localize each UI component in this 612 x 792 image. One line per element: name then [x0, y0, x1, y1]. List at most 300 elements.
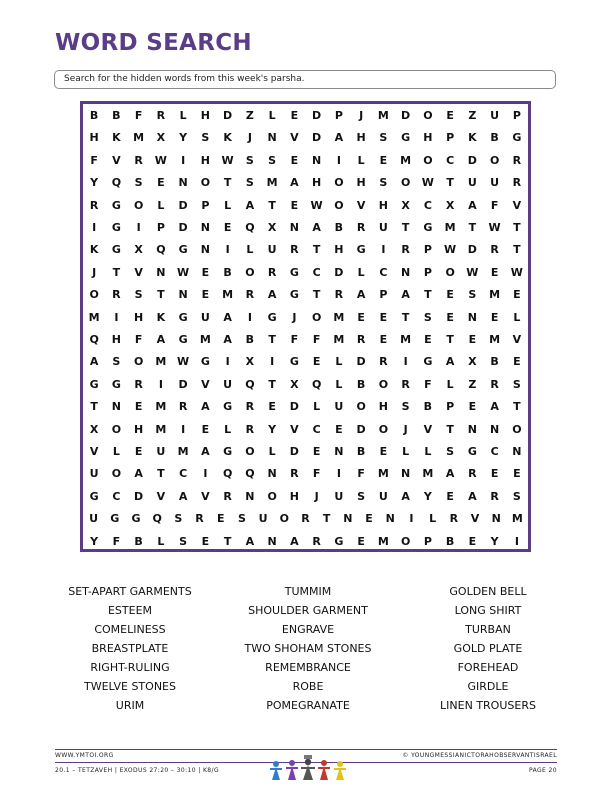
grid-letter: U [267, 243, 277, 257]
grid-letter: V [134, 265, 143, 279]
grid-letter: T [268, 377, 276, 391]
grid-letter: T [223, 534, 232, 548]
word-item: ESTEEM [107, 604, 153, 617]
grid-letter: L [357, 265, 365, 279]
grid-letter: S [379, 176, 388, 190]
grid-letter: F [312, 333, 321, 346]
grid-row [83, 396, 528, 418]
grid-letter: O [423, 153, 433, 167]
grid-letter: I [225, 355, 230, 369]
grid-row [83, 105, 528, 127]
grid-letter: N [178, 288, 188, 302]
grid-letter: P [334, 109, 343, 122]
grid-letter: H [356, 176, 366, 190]
word-item: LONG SHIRT [454, 604, 522, 617]
grid-letter: V [290, 131, 299, 145]
grid-letter: Y [90, 534, 99, 548]
grid-letter: S [446, 445, 455, 458]
grid-letter: G [423, 355, 433, 369]
grid-letter: S [179, 534, 188, 548]
grid-letter: G [111, 198, 121, 212]
grid-letter: O [89, 288, 99, 302]
grid-letter: T [322, 512, 331, 526]
grid-letter: I [403, 355, 408, 369]
grid-row [83, 329, 528, 351]
grid-letter: R [449, 512, 459, 526]
grid-letter: M [222, 288, 234, 302]
grid-letter: N [289, 221, 299, 234]
grid-letter: I [514, 534, 519, 548]
grid-letter: E [312, 445, 321, 458]
grid-letter: Q [111, 176, 122, 190]
grid-letter: U [200, 310, 210, 324]
grid-letter: X [267, 221, 277, 234]
grid-letter: W [221, 153, 234, 167]
grid-letter: X [445, 198, 455, 212]
grid-letter: O [378, 377, 389, 391]
grid-letter: B [89, 109, 99, 122]
grid-letter: M [88, 310, 100, 324]
footer-copyright: © YOUNGMESSIANICTORAHOBSERVANTISRAEL [402, 752, 557, 759]
grid-letter: R [178, 400, 188, 414]
grid-letter: B [334, 221, 344, 234]
grid-letter: J [247, 131, 252, 145]
grid-row [83, 374, 528, 396]
grid-letter: P [423, 265, 432, 279]
grid-letter: T [223, 176, 232, 190]
grid-letter: W [154, 153, 167, 167]
grid-row [83, 419, 528, 441]
grid-letter: K [156, 310, 166, 324]
grid-letter: N [200, 221, 210, 234]
grid-letter: N [267, 131, 277, 145]
grid-letter: R [223, 489, 232, 503]
word-column-3 [398, 582, 578, 715]
grid-letter: M [333, 310, 345, 324]
grid-letter: G [289, 265, 299, 279]
grid-letter: R [512, 153, 522, 167]
page-title: WORD SEARCH [55, 30, 252, 56]
footer-rule-top [55, 749, 557, 750]
grid-letter: L [513, 310, 521, 324]
grid-letter: B [490, 131, 499, 145]
grid-letter: P [379, 288, 388, 302]
grid-letter: Q [245, 377, 255, 391]
grid-letter: G [200, 355, 210, 369]
grid-letter: G [334, 534, 344, 548]
grid-letter: H [378, 400, 388, 414]
grid-letter: X [156, 131, 166, 145]
grid-letter: G [178, 310, 188, 324]
grid-letter: E [379, 445, 388, 458]
grid-letter: M [177, 445, 189, 458]
grid-letter: X [134, 243, 143, 257]
grid-row [83, 150, 528, 172]
grid-letter: E [424, 333, 432, 346]
grid-letter: T [513, 221, 521, 234]
grid-letter: S [245, 153, 254, 167]
grid-letter: E [490, 467, 499, 481]
grid-letter: N [312, 153, 322, 167]
word-item: POMEGRANATE [266, 699, 350, 712]
grid-letter: R [490, 243, 499, 257]
grid-letter: D [312, 109, 322, 122]
grid-letter: U [156, 445, 166, 458]
grid-letter: I [181, 422, 186, 436]
grid-letter: A [312, 221, 321, 234]
grid-letter: R [195, 512, 204, 526]
grid-letter: E [365, 512, 373, 526]
grid-letter: Q [245, 221, 255, 234]
grid-letter: E [513, 467, 521, 481]
grid-letter: F [112, 534, 121, 548]
grid-letter: S [379, 131, 388, 145]
grid-letter: M [400, 153, 412, 167]
grid-letter: D [467, 243, 477, 257]
grid-letter: R [468, 467, 477, 481]
grid-letter: Q [245, 467, 255, 481]
grid-letter: H [200, 153, 210, 167]
grid-letter: P [423, 534, 432, 548]
grid-letter: P [156, 221, 165, 234]
grid-letter: S [357, 489, 366, 503]
grid-letter: S [174, 512, 183, 526]
grid-letter: R [301, 512, 310, 526]
grid-letter: N [245, 489, 255, 503]
grid-letter: S [134, 176, 143, 190]
word-item: TURBAN [465, 623, 511, 636]
grid-letter: H [423, 131, 433, 145]
grid-letter: E [223, 221, 232, 234]
grid-letter: X [290, 377, 299, 391]
grid-row [83, 508, 528, 530]
grid-letter: X [245, 355, 255, 369]
word-item: BREASTPLATE [91, 642, 169, 655]
grid-letter: N [491, 512, 501, 526]
grid-letter: B [112, 109, 121, 122]
grid-letter: R [245, 288, 255, 302]
word-item: COMELINESS [94, 623, 166, 636]
grid-letter: H [289, 489, 299, 503]
grid-letter: C [312, 265, 321, 279]
grid-letter: D [134, 489, 144, 503]
grid-letter: A [290, 176, 299, 190]
word-item: TWELVE STONES [84, 680, 176, 693]
grid-letter: Q [152, 512, 162, 526]
grid-letter: D [401, 109, 411, 122]
grid-letter: N [490, 422, 500, 436]
grid-letter: I [92, 221, 97, 234]
grid-row [83, 195, 528, 217]
grid-letter: F [312, 467, 321, 481]
grid-letter: T [446, 422, 454, 436]
grid-letter: L [157, 198, 165, 212]
grid-letter: F [90, 153, 98, 167]
grid-letter: C [446, 153, 455, 167]
grid-letter: B [134, 534, 143, 548]
grid-letter: N [401, 265, 411, 279]
grid-letter: R [134, 153, 143, 167]
grid-letter: L [268, 109, 276, 122]
grid-letter: N [512, 445, 522, 458]
grid-letter: O [400, 534, 411, 548]
grid-letter: P [446, 400, 455, 414]
grid-letter: V [470, 512, 480, 526]
grid-letter: U [490, 109, 500, 122]
grid-letter: T [312, 243, 321, 257]
grid-row [83, 262, 528, 284]
grid-letter: L [313, 400, 321, 414]
grid-letter: M [377, 467, 389, 481]
grid-letter: L [157, 534, 165, 548]
grid-letter: R [334, 288, 344, 302]
grid-letter: E [268, 400, 276, 414]
grid-letter: D [178, 198, 188, 212]
grid-letter: E [335, 422, 343, 436]
grid-letter: J [359, 109, 364, 122]
grid-letter: R [112, 288, 121, 302]
grid-letter: V [89, 445, 99, 458]
grid-letter: E [446, 288, 454, 302]
grid-letter: Z [245, 109, 254, 122]
grid-letter: A [245, 534, 255, 548]
grid-letter: J [314, 489, 319, 503]
grid-letter: V [201, 377, 210, 391]
grid-letter: M [155, 355, 167, 369]
grid-letter: M [377, 109, 389, 122]
grid-letter: V [356, 198, 366, 212]
grid-letter: E [490, 265, 499, 279]
grid-letter: T [401, 310, 410, 324]
grid-letter: L [402, 445, 410, 458]
grid-letter: A [468, 198, 477, 212]
grid-letter: R [356, 221, 366, 234]
grid-letter: F [134, 333, 143, 346]
grid-letter: W [177, 355, 190, 369]
grid-letter: N [156, 265, 166, 279]
grid-letter: T [268, 333, 276, 346]
grid-letter: R [401, 243, 410, 257]
grid-letter: W [177, 265, 190, 279]
grid-letter: A [401, 489, 410, 503]
grid-letter: O [267, 489, 277, 503]
grid-letter: T [157, 467, 165, 481]
grid-letter: E [290, 153, 299, 167]
grid-letter: G [423, 221, 433, 234]
grid-letter: A [156, 333, 166, 346]
grid-letter: C [312, 422, 321, 436]
grid-letter: E [379, 153, 388, 167]
grid-letter: E [446, 109, 454, 122]
grid-letter: D [178, 377, 188, 391]
grid-letter: G [111, 243, 121, 257]
grid-letter: B [245, 333, 255, 346]
grid-letter: B [356, 445, 366, 458]
grid-letter: U [258, 512, 268, 526]
grid-letter: R [312, 534, 321, 548]
word-item: RIGHT-RULING [90, 661, 170, 674]
grid-letter: I [336, 153, 341, 167]
grid-letter: A [201, 445, 210, 458]
grid-letter: K [112, 131, 121, 145]
grid-letter: V [423, 422, 433, 436]
grid-letter: R [267, 265, 277, 279]
grid-letter: S [401, 400, 410, 414]
grid-letter: A [490, 400, 499, 414]
grid-letter: N [200, 243, 210, 257]
grid-letter: I [158, 377, 163, 391]
grid-letter: E [357, 310, 365, 324]
grid-letter: O [245, 265, 255, 279]
grid-letter: Y [90, 176, 99, 190]
grid-letter: I [270, 355, 275, 369]
grid-letter: E [290, 109, 299, 122]
word-item: REMEMBRANCE [265, 661, 351, 674]
grid-letter: H [312, 176, 322, 190]
grid-letter: C [112, 489, 121, 503]
grid-letter: G [111, 221, 121, 234]
grid-letter: I [181, 153, 186, 167]
grid-letter: G [289, 288, 299, 302]
grid-letter: U [223, 377, 233, 391]
grid-letter: N [111, 400, 121, 414]
grid-letter: A [445, 355, 455, 369]
grid-letter: M [377, 534, 389, 548]
grid-letter: O [111, 467, 122, 481]
grid-letter: V [156, 489, 166, 503]
grid-letter: G [467, 445, 477, 458]
grid-letter: L [335, 355, 343, 369]
grid-letter: O [111, 422, 122, 436]
grid-letter: O [512, 422, 522, 436]
grid-letter: L [224, 198, 232, 212]
grid-letter: N [467, 422, 477, 436]
grid-letter: G [131, 512, 141, 526]
grid-letter: L [246, 243, 254, 257]
grid-letter: E [357, 534, 365, 548]
grid-letter: S [268, 153, 277, 167]
grid-letter: L [446, 377, 454, 391]
grid-letter: V [201, 489, 210, 503]
grid-letter: E [134, 445, 143, 458]
grid-letter: Z [468, 109, 477, 122]
grid-letter: G [178, 333, 188, 346]
grid-letter: T [157, 288, 165, 302]
word-column-2 [218, 582, 398, 715]
grid-letter: G [512, 131, 522, 145]
grid-letter: R [490, 489, 499, 503]
grid-letter: T [513, 243, 521, 257]
grid-row [83, 239, 528, 261]
grid-letter: M [400, 333, 412, 346]
grid-letter: T [312, 288, 321, 302]
grid-letter: N [385, 512, 395, 526]
grid-letter: Y [423, 489, 432, 503]
grid-letter: B [423, 400, 433, 414]
grid-letter: C [490, 445, 499, 458]
grid-letter: G [401, 131, 411, 145]
grid-letter: U [490, 176, 500, 190]
grid-letter: N [267, 534, 277, 548]
grid-letter: G [111, 377, 121, 391]
grid-letter: I [203, 467, 208, 481]
grid-letter: R [401, 377, 410, 391]
grid-letter: B [223, 265, 232, 279]
grid-letter: I [225, 243, 230, 257]
grid-row [83, 531, 528, 553]
grid-letter: E [201, 422, 210, 436]
grid-letter: U [378, 489, 388, 503]
grid-letter: B [490, 355, 499, 369]
grid-letter: E [379, 333, 388, 346]
footer-page-number: PAGE 20 [528, 767, 557, 774]
grid-letter: R [356, 333, 366, 346]
grid-letter: E [446, 310, 454, 324]
word-item: GIRDLE [467, 680, 509, 693]
grid-letter: D [312, 131, 322, 145]
grid-letter: A [223, 310, 232, 324]
grid-letter: C [379, 265, 388, 279]
grid-letter: O [423, 109, 433, 122]
grid-letter: J [403, 422, 408, 436]
word-item: SHOULDER GARMENT [248, 604, 368, 617]
grid-letter: O [245, 445, 255, 458]
grid-letter: G [110, 512, 120, 526]
grid-letter: A [290, 534, 299, 548]
grid-letter: R [290, 467, 299, 481]
grid-letter: Q [311, 377, 322, 391]
grid-letter: U [89, 467, 99, 481]
grid-letter: D [289, 400, 299, 414]
grid-row [83, 284, 528, 306]
grid-letter: I [381, 243, 386, 257]
grid-letter: H [111, 333, 121, 346]
word-item: LINEN TROUSERS [440, 699, 536, 712]
word-item: URIM [115, 699, 145, 712]
grid-letter: M [489, 288, 501, 302]
grid-row [83, 307, 528, 329]
grid-letter: X [468, 355, 477, 369]
grid-letter: I [409, 512, 414, 526]
grid-letter: M [133, 131, 145, 145]
grid-letter: E [490, 310, 499, 324]
grid-letter: I [247, 310, 252, 324]
grid-letter: D [356, 422, 366, 436]
grid-letter: E [312, 355, 321, 369]
grid-letter: P [201, 198, 210, 212]
grid-letter: U [334, 400, 344, 414]
grid-letter: M [155, 400, 167, 414]
grid-letter: L [224, 422, 232, 436]
grid-letter: M [444, 221, 456, 234]
word-item: TUMMIM [284, 585, 332, 598]
grid-letter: A [201, 400, 210, 414]
grid-letter: S [134, 288, 143, 302]
grid-letter: P [423, 243, 432, 257]
grid-letter: R [379, 355, 388, 369]
grid-letter: N [401, 467, 411, 481]
grid-letter: A [356, 288, 366, 302]
grid-letter: U [467, 176, 477, 190]
grid-letter: N [178, 176, 188, 190]
footer-url: WWW.YMTOI.ORG [55, 752, 114, 759]
grid-letter: D [178, 221, 188, 234]
grid-letter: Y [490, 534, 499, 548]
grid-letter: O [133, 198, 144, 212]
grid-letter: E [513, 288, 521, 302]
grid-letter: L [268, 445, 276, 458]
grid-letter: V [290, 422, 299, 436]
